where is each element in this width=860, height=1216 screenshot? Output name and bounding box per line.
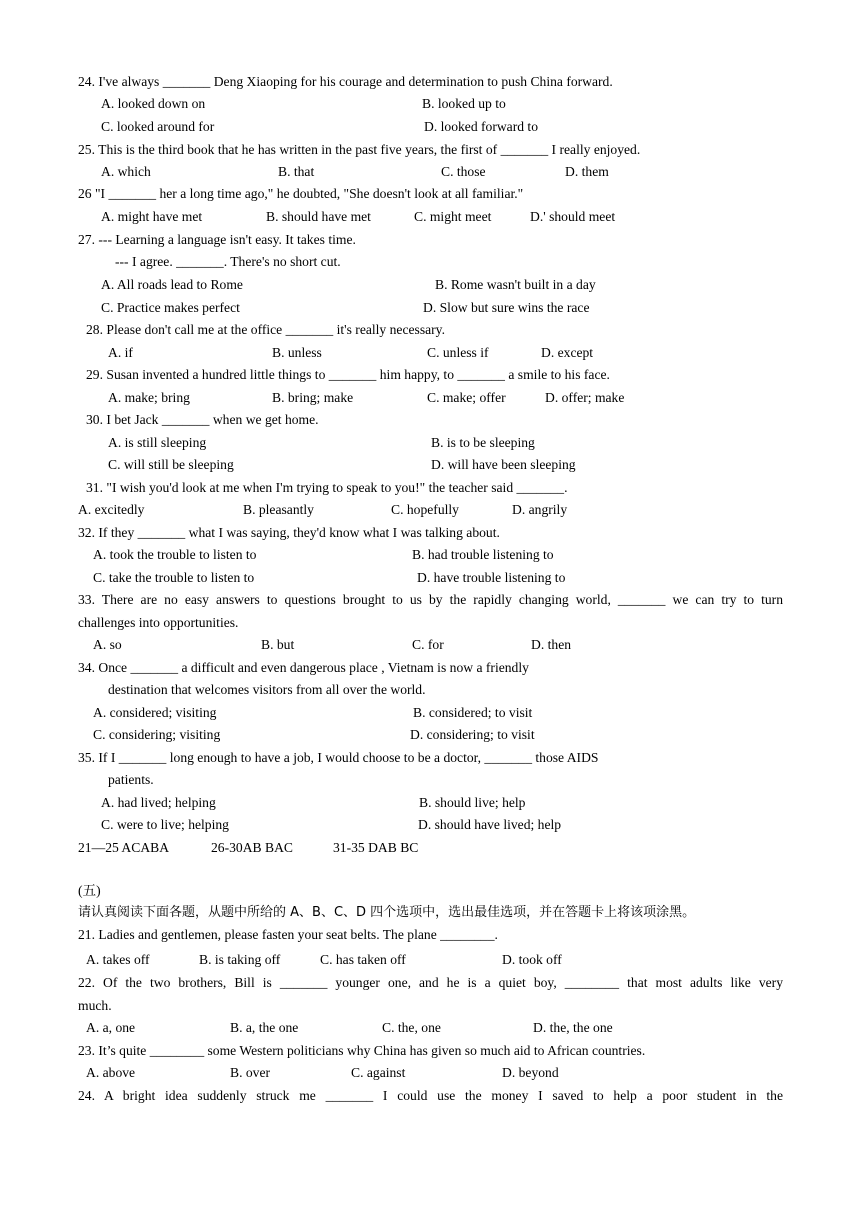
- text-line: 21—25 ACABA: [78, 840, 170, 855]
- answer-option: B. over: [230, 1065, 271, 1080]
- text-line: patients.: [108, 772, 154, 787]
- answer-option: B. should have met: [266, 209, 371, 224]
- question-text: 27. --- Learning a language isn't easy. It takes time.: [78, 232, 356, 247]
- answer-option: A. a, one: [86, 1020, 136, 1035]
- answer-option: C. for: [412, 637, 444, 652]
- answer-option: D. should have lived; help: [418, 817, 562, 832]
- answer-option: D. took off: [502, 952, 562, 967]
- answer-option: C. make; offer: [427, 390, 506, 405]
- question-text: 33. There are no easy answers to questions brought to us by the rapidly changing world, _______ we can try to turn: [78, 592, 783, 607]
- answer-option: D.' should meet: [530, 209, 616, 224]
- answer-option: B. had trouble listening to: [412, 547, 554, 562]
- answer-option: C. the, one: [382, 1020, 441, 1035]
- answer-option: D. Slow but sure wins the race: [423, 300, 590, 315]
- answer-option: B. bring; make: [272, 390, 354, 405]
- question-text: 23. It’s quite ________ some Western politicians why China has given so much aid to African countries.: [78, 1043, 646, 1058]
- question-text: 21. Ladies and gentlemen, please fasten your seat belts. The plane ________.: [78, 927, 498, 942]
- answer-option: C. considering; visiting: [93, 727, 221, 742]
- text-line: 请认真阅读下面各题，从题中所给的 A、B、C、D 四个选项中，选出最佳选项，并在答题卡上将该项涂黑。: [78, 905, 696, 920]
- answer-option: A. which: [101, 164, 151, 179]
- answer-option: D. then: [531, 637, 572, 652]
- answer-option: B. that: [278, 164, 315, 179]
- answer-option: D. angrily: [512, 502, 568, 517]
- text-line: --- I agree. _______. There's no short cut.: [115, 254, 341, 269]
- question-text: 26 "I _______ her a long time ago," he doubted, "She doesn't look at all familiar.": [78, 186, 524, 201]
- answer-option: B. a, the one: [230, 1020, 299, 1035]
- answer-option: A. is still sleeping: [108, 435, 207, 450]
- answer-option: A. so: [93, 637, 122, 652]
- answer-option: A. above: [86, 1065, 136, 1080]
- answer-option: B. is to be sleeping: [431, 435, 535, 450]
- answer-option: D. will have been sleeping: [431, 457, 576, 472]
- answer-option: B. considered; to visit: [413, 705, 533, 720]
- answer-option: A. excitedly: [78, 502, 145, 517]
- answer-option: D. have trouble listening to: [417, 570, 566, 585]
- question-text: 31. "I wish you'd look at me when I'm trying to speak to you!" the teacher said _______.: [86, 480, 568, 495]
- answer-option: C. will still be sleeping: [108, 457, 234, 472]
- answer-option: A. looked down on: [101, 96, 206, 111]
- text-line: much.: [78, 998, 112, 1013]
- answer-option: B. pleasantly: [243, 502, 314, 517]
- answer-option: C. has taken off: [320, 952, 406, 967]
- answer-option: D. considering; to visit: [410, 727, 535, 742]
- answer-option: B. looked up to: [422, 96, 506, 111]
- answer-option: A. if: [108, 345, 133, 360]
- answer-option: D. except: [541, 345, 594, 360]
- answer-option: D. beyond: [502, 1065, 559, 1080]
- text-line: (五): [78, 883, 101, 898]
- answer-option: C. might meet: [414, 209, 492, 224]
- question-text: 24. I've always _______ Deng Xiaoping for his courage and determination to push China forward.: [78, 74, 613, 89]
- question-text: 25. This is the third book that he has written in the past five years, the first of _______ I really enjoyed.: [78, 142, 641, 157]
- question-text: 34. Once _______ a difficult and even dangerous place , Vietnam is now a friendly: [78, 660, 529, 675]
- answer-option: C. take the trouble to listen to: [93, 570, 255, 585]
- text-line: challenges into opportunities.: [78, 615, 239, 630]
- answer-option: C. were to live; helping: [101, 817, 229, 832]
- text-line: destination that welcomes visitors from all over the world.: [108, 682, 426, 697]
- answer-option: A. takes off: [86, 952, 150, 967]
- question-text: 28. Please don't call me at the office _______ it's really necessary.: [86, 322, 445, 337]
- question-text: 30. I bet Jack _______ when we get home.: [86, 412, 319, 427]
- answer-option: A. All roads lead to Rome: [101, 277, 243, 292]
- question-text: 32. If they _______ what I was saying, they'd know what I was talking about.: [78, 525, 500, 540]
- answer-option: C. Practice makes perfect: [101, 300, 240, 315]
- answer-option: A. had lived; helping: [101, 795, 216, 810]
- question-text: 22. Of the two brothers, Bill is _______ younger one, and he is a quiet boy, ________ that most adults like very: [78, 975, 783, 990]
- answer-option: D. offer; make: [545, 390, 625, 405]
- answer-option: C. unless if: [427, 345, 489, 360]
- answer-option: D. the, the one: [533, 1020, 613, 1035]
- text-line: 31-35 DAB BC: [333, 840, 419, 855]
- answer-option: C. against: [351, 1065, 406, 1080]
- answer-option: D. them: [565, 164, 609, 179]
- answer-option: A. might have met: [101, 209, 203, 224]
- question-text: 29. Susan invented a hundred little things to _______ him happy, to _______ a smile to his face.: [86, 367, 610, 382]
- answer-option: B. unless: [272, 345, 322, 360]
- answer-option: C. looked around for: [101, 119, 215, 134]
- answer-option: A. make; bring: [108, 390, 190, 405]
- answer-option: D. looked forward to: [424, 119, 539, 134]
- answer-option: A. considered; visiting: [93, 705, 217, 720]
- question-text: 24. A bright idea suddenly struck me _______ I could use the money I saved to help a poor student in the: [78, 1088, 783, 1103]
- answer-option: B. should live; help: [419, 795, 526, 810]
- answer-option: A. took the trouble to listen to: [93, 547, 257, 562]
- answer-option: B. but: [261, 637, 295, 652]
- answer-option: C. hopefully: [391, 502, 459, 517]
- answer-option: B. Rome wasn't built in a day: [435, 277, 596, 292]
- answer-option: C. those: [441, 164, 486, 179]
- text-line: 26-30AB BAC: [211, 840, 293, 855]
- question-text: 35. If I _______ long enough to have a job, I would choose to be a doctor, _______ those AIDS: [78, 750, 599, 765]
- answer-option: B. is taking off: [199, 952, 281, 967]
